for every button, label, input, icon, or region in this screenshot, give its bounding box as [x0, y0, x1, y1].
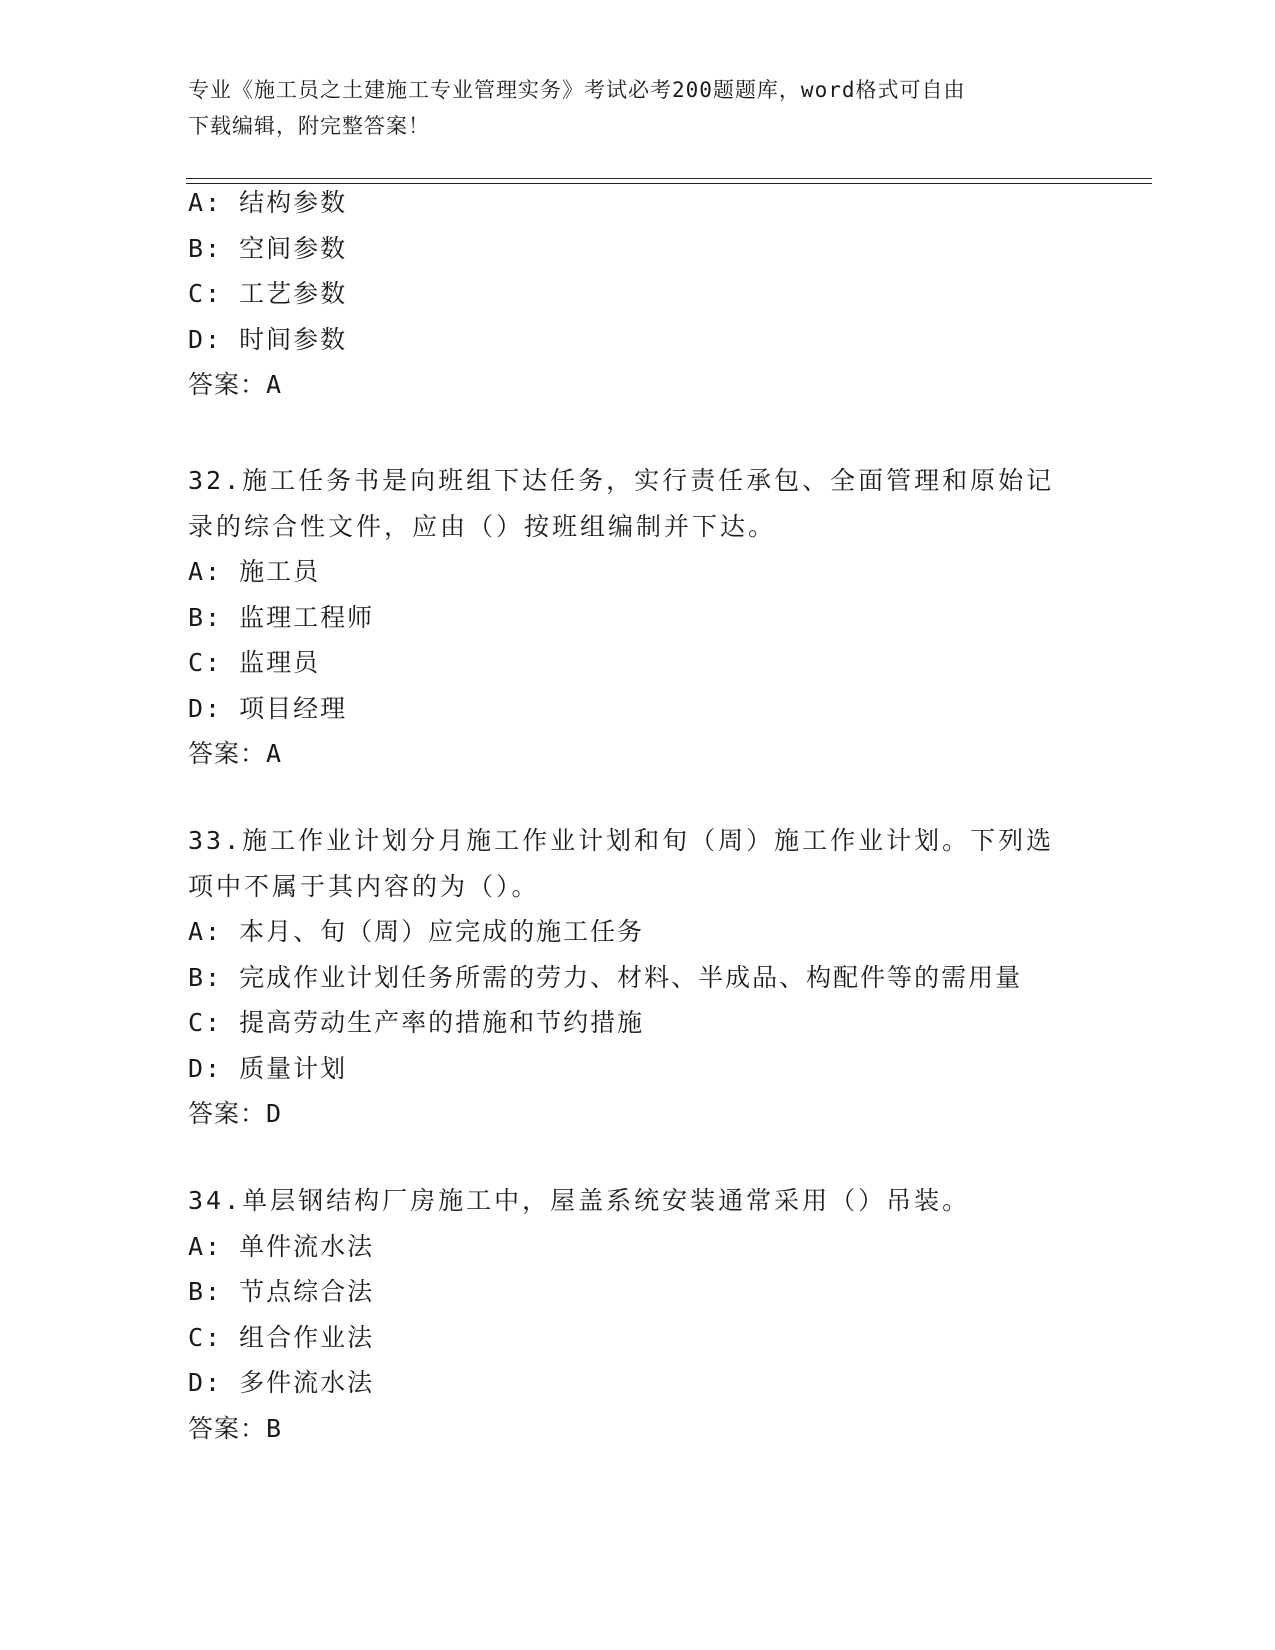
question-text-line-1: 33.施工作业计划分月施工作业计划和旬（周）施工作业计划。下列选 [188, 826, 1055, 855]
option-b: B: 空间参数 [188, 233, 348, 263]
option-c: C: 监理员 [188, 648, 321, 677]
option-a: A: 单件流水法 [188, 1231, 375, 1261]
answer-line [188, 1091, 1054, 1137]
answer-value: D [266, 1099, 283, 1128]
option-b: B: 完成作业计划任务所需的劳力、材料、半成品、构配件等的需用量 [188, 962, 1023, 992]
option-d: D: 项目经理 [188, 693, 348, 723]
answer-line [188, 362, 347, 408]
option-b: B: 节点综合法 [188, 1277, 375, 1306]
option-a: A: 施工员 [188, 557, 321, 586]
answer-label: 答案： [188, 739, 267, 768]
option-a: A: 本月、旬（周）应完成的施工任务 [188, 917, 645, 946]
question-31 [188, 180, 347, 408]
option-c: C: 组合作业法 [188, 1322, 375, 1352]
answer-value: A [266, 739, 283, 768]
question-34 [188, 1178, 970, 1451]
option-b: B: 监理工程师 [188, 602, 375, 632]
question-text-line-1: 34.单层钢结构厂房施工中，屋盖系统安装通常采用（）吊装。 [188, 1186, 971, 1215]
question-33 [188, 818, 1054, 1137]
option-d: D: 时间参数 [188, 324, 348, 354]
answer-line [188, 1406, 970, 1452]
question-text-line-2: 项中不属于其内容的为（）。 [188, 871, 540, 901]
document-header [188, 72, 1068, 144]
option-d: D: 多件流水法 [188, 1368, 375, 1397]
option-c: C: 提高劳动生产率的措施和节约措施 [188, 1008, 645, 1037]
answer-line [188, 731, 1054, 777]
answer-label: 答案： [188, 1413, 267, 1443]
question-text-line-1: 32.施工任务书是向班组下达任务，实行责任承包、全面管理和原始记 [188, 466, 1055, 495]
answer-value: B [266, 1413, 283, 1443]
question-32 [188, 458, 1054, 777]
question-text-line-2: 录的综合性文件，应由（）按班组编制并下达。 [188, 511, 777, 541]
answer-value: A [266, 370, 283, 399]
option-d: D: 质量计划 [188, 1053, 348, 1083]
option-a: A: 结构参数 [188, 188, 348, 217]
header-line-2: 下载编辑，附完整答案！ [188, 114, 430, 138]
answer-label: 答案： [188, 1099, 267, 1128]
option-c: C: 工艺参数 [188, 279, 348, 308]
header-line-1: 专业《施工员之土建施工专业管理实务》考试必考200题题库，word格式可自由 [188, 78, 966, 102]
answer-label: 答案： [188, 370, 267, 399]
header-divider-top [186, 178, 1152, 179]
